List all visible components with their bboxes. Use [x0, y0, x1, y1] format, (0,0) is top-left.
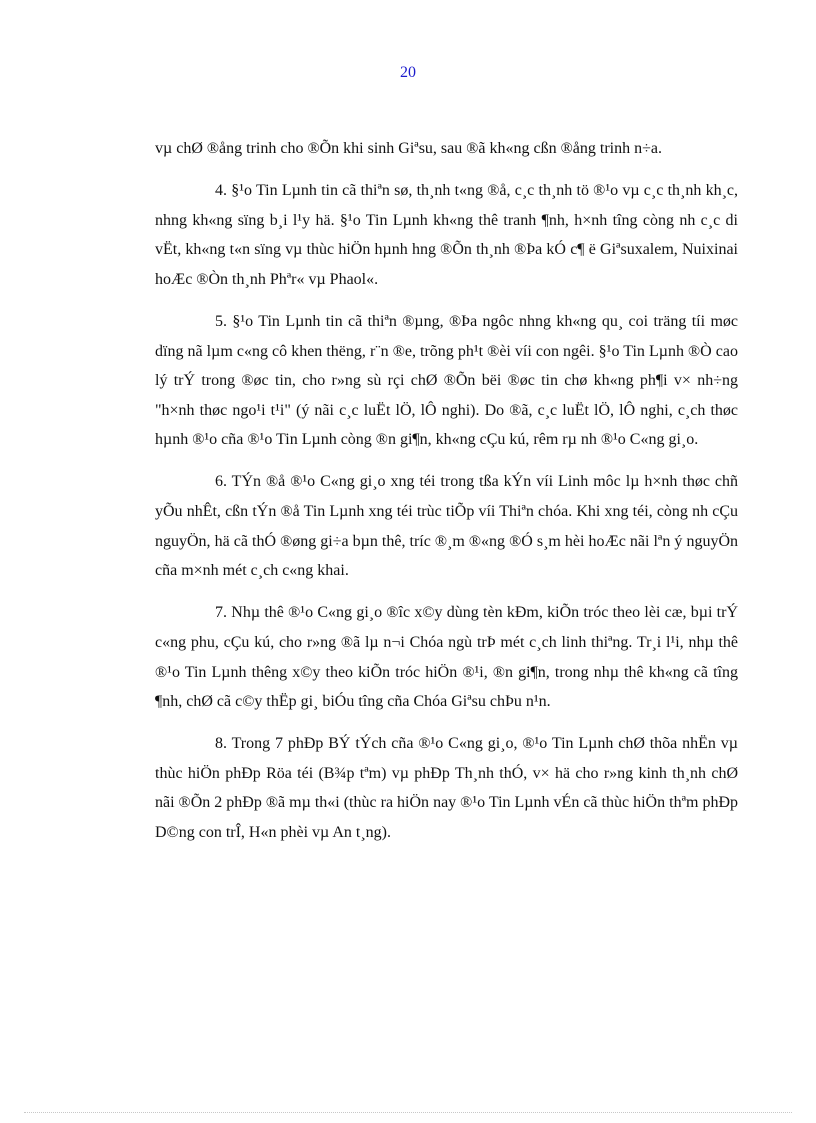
paragraph-item-5: 5. §¹o Tin Lµnh tin cã thiªn ®µng, ®Þa ngôc nhng kh«ng qu¸ coi träng tíi møc dïng nã lµm c«ng cô khen thëng, r¨n ®e, trõng ph¹t ®èi víi con ngêi. §¹o Tin Lµnh ®Ò cao lý trÝ trong ®øc tin, cho r»ng sù rçi chØ ®Õn bëi ®øc tin chø kh«ng ph¶i v× nh÷ng "h×nh thøc ngo¹i t¹i" (ý nãi c¸c luËt lÖ, lÔ nghi). Do ®ã, c¸c luËt lÖ, lÔ nghi, c¸ch thøc hµnh ®¹o cña ®¹o Tin Lµnh còng ®n gi¶n, kh«ng cÇu kú, rêm rµ nh ®¹o C«ng gi¸o.	[155, 312, 738, 449]
paragraph-item-7: 7. Nhµ thê ®¹o C«ng gi¸o ®îc x©y dùng tèn kÐm, kiÕn tróc theo lèi cæ, bµi trÝ c«ng phu, cÇu kú, cho r»ng ®ã lµ n¬i Chóa ngù trÞ mét c¸ch linh thiªng. Tr¸i l¹i, nhµ thê ®¹o Tin Lµnh thêng x©y theo kiÕn tróc hiÖn ®¹i, ®n gi¶n, trong nhµ thê kh«ng cã tîng ¶nh, chØ cã c©y thËp gi¸ biÓu tîng cña Chóa Giªsu chÞu n¹n.	[155, 604, 738, 711]
paragraph-continuation: vµ chØ ®ång trinh cho ®Õn khi sinh Giªsu, sau ®ã kh«ng cßn ®ång trinh n÷a.	[155, 140, 662, 157]
paragraph-item-4: 4. §¹o Tin Lµnh tin cã thiªn sø, th¸nh t«ng ®å, c¸c th¸nh tö ®¹o vµ c¸c th¸nh kh¸c, nhng kh«ng sïng b¸i l¹y hä. §¹o Tin Lµnh kh«ng thê tranh ¶nh, h×nh tîng còng nh c¸c di vËt, kh«ng t«n sïng vµ thùc hiÖn hµnh hng ®Õn th¸nh ®Þa kÓ c¶ ë Giªsuxalem, Nuixinai hoÆc ®Òn th¸nh Phªr« vµ Phaol«.	[155, 182, 738, 288]
page-bottom-divider	[24, 1112, 792, 1113]
page-number: 20	[400, 64, 416, 81]
document-body	[155, 134, 738, 860]
paragraph-item-8: 8. Trong 7 phÐp BÝ tÝch cña ®¹o C«ng gi¸o, ®¹o Tin Lµnh chØ thõa nhËn vµ thùc hiÖn phÐp Röa téi (B¾p tªm) vµ phÐp Th¸nh thÓ, v× hä cho r»ng kinh th¸nh chØ nãi ®Õn 2 phÐp ®ã mµ th«i (thùc ra hiÖn nay ®¹o Tin Lµnh vÉn cã thùc hiÖn thªm phÐp D©ng con trÎ, H«n phèi vµ An t¸ng).	[155, 735, 738, 841]
paragraph-item-6: 6. TÝn ®å ®¹o C«ng gi¸o xng téi trong tßa kÝn víi Linh môc lµ h×nh thøc chñ yÕu nhÊt, cßn tÝn ®å Tin Lµnh xng téi trùc tiÕp víi Thiªn chóa. Khi xng téi, còng nh cÇu nguyÖn, hä cã thÓ ®øng gi÷a bµn thê, tríc ®¸m ®«ng ®Ó s¸m hèi hoÆc nãi lªn ý nguyÖn cña m×nh mét c¸ch c«ng khai.	[155, 473, 738, 580]
